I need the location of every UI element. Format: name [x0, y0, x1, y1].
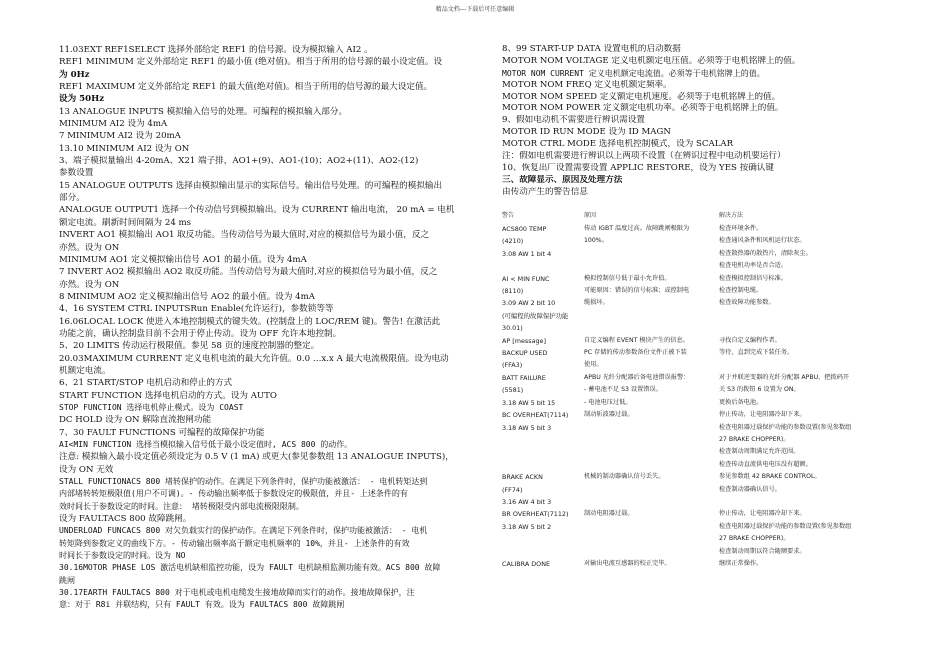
- text-line: STALL FUNCTIONACS 800 堵转保护的动作。在满足下列条件时，保护功能被激活： - 电机转矩达到: [59, 477, 428, 487]
- text-line: ANALOGUE OUTPUT1 选择一个传动信号到模拟输出。设为 CURRENT 输出电流， 20 mA = 电机: [59, 205, 455, 216]
- table-cell: [584, 223, 719, 273]
- text-line: 设为 FAULTACS 800 故障跳闸。: [59, 514, 192, 525]
- table-cell: [584, 335, 719, 347]
- table-row: [502, 558, 917, 570]
- table-cell: [719, 471, 917, 508]
- text-line: 8、99 START-UP DATA 设置电机的启动数据: [502, 44, 681, 54]
- text-line: AI<MIN FUNCTION 选择当模拟输入信号低于最小设定值时, ACS 800 的动作。: [59, 440, 353, 449]
- text-line: MOTOR NOM CURRENT 定义电机额定电流值。必须等于电机铭牌上的值。: [502, 68, 765, 78]
- table-row: [502, 347, 917, 372]
- table-cell: [584, 558, 719, 570]
- table-cell: [719, 223, 917, 273]
- table-cell: [719, 273, 917, 335]
- table-cell: [584, 471, 719, 508]
- cell-line: - 电池电压过低。: [584, 398, 632, 406]
- cell-line: 27 BRAKE CHOPPER)。: [719, 435, 790, 443]
- cell-line: 制动电阻器过载。: [584, 510, 634, 518]
- table-cell: [719, 409, 917, 471]
- table-row: [502, 335, 917, 347]
- cell-line: AP [message]: [502, 336, 546, 345]
- warning-table: [502, 210, 917, 570]
- cell-line: PC 存储的传动参数备份文件正被下装: [584, 349, 687, 357]
- text-line: REF1 MINIMUM 定义外部给定 REF1 的最小值 (绝对值)。相当于所用的信号源的最小设定值。设: [59, 57, 443, 68]
- text-line: 10、恢复出厂设置需要设置 APPLIC RESTORE，设为 YES 按确认键: [502, 162, 774, 173]
- cell-line: BC OVERHEAT(7114): [502, 411, 569, 420]
- cell-line: 检查模拟控制信号标准。: [719, 274, 788, 282]
- table-cell: [502, 273, 584, 335]
- text-line: 亦然。设为 ON: [59, 279, 120, 290]
- text-line: MOTOR NOM SPEED 定义额定电机速度。必须等于电机铭牌上的值。: [502, 91, 781, 102]
- cell-line: 检查控制电缆。: [719, 287, 763, 295]
- text-line: 机额定电流。: [59, 365, 111, 376]
- header-warning: 警告: [502, 212, 515, 219]
- text-line: 13.10 MINIMUM AI2 设为 ON: [59, 143, 190, 154]
- text-line: 7 INVERT AO2 模拟输出 AO2 取反功能。当传动信号为最大值时,对应的模拟信号为最小值，反之: [59, 267, 438, 278]
- cell-line: 更换后备电池。: [719, 398, 763, 406]
- cell-line: BATT FAILURE: [502, 373, 546, 382]
- text-line: 30.17EARTH FAULTACS 800 对于电机或电机电缆发生接地故障而实行的动作。接地故障保护，注: [59, 588, 415, 598]
- cell-line: 对输出电流互感器的校正完毕。: [584, 559, 671, 567]
- cell-line: 3.18 AW 5 bit 15: [502, 398, 556, 407]
- table-cell: [502, 558, 584, 570]
- table-cell: [719, 347, 917, 372]
- table-cell: [719, 372, 917, 409]
- text-line: 内部堵转转矩极限值(用户不可调)。- 传动输出频率低于参数设定的极限值，并且- 上述条件的有: [59, 489, 408, 499]
- cell-line: (5581): [502, 386, 524, 395]
- text-line: STOP FUNCTION 选择电机停止模式。设为 COAST: [59, 402, 244, 412]
- text-line: 7 MINIMUM AI2 设为 20mA: [59, 131, 181, 142]
- cell-line: 使用。: [584, 361, 603, 369]
- table-row: [502, 223, 917, 273]
- table-cell: [502, 347, 584, 372]
- text-line: DC HOLD 设为 ON 解除直流抱闸功能: [59, 415, 212, 426]
- text-line: 13 ANALOGUE INPUTS 模拟输入信号的处理。可编程的模拟输入部分。: [59, 106, 348, 117]
- table-cell: [502, 372, 584, 409]
- header-cause: 原因: [584, 212, 597, 219]
- table-row: [502, 409, 917, 471]
- cell-line: 检查电机功率是否合适。: [719, 262, 788, 270]
- text-line: 注意: 模拟输入最小设定值必须设定为 0.5 V (1 mA) 或更大(参见参数组 13 ANALOGUE INPUTS)，: [59, 452, 454, 463]
- cell-line: BRAKE ACKN: [502, 473, 543, 482]
- cell-line: 3.08 AW 1 bit 4: [502, 249, 552, 258]
- cell-line: 3.16 AW 4 bit 3: [502, 497, 552, 506]
- cell-line: 检查散热器的散热片，清除灰尘。: [719, 249, 812, 257]
- table-cell: [584, 409, 719, 471]
- text-line: 设为 50Hz: [59, 94, 105, 105]
- table-cell: [719, 335, 917, 347]
- text-line: 设为 ON 无效: [59, 464, 114, 475]
- cell-line: 传动 IGBT 温度过高。故障跳闸极限为: [584, 225, 690, 232]
- text-line: 注：假如电机需要进行辨识以上两项不设置（在辨识过程中电动机要运行）: [502, 151, 786, 162]
- table-cell: [502, 508, 584, 558]
- text-line: 16.06LOCAL LOCK 使进入本地控制模式的键失效。(控制盘上的 LOC/REM 键)。警告! 在激活此: [59, 316, 441, 327]
- cell-line: 检查电阻器过载保护功能的参数设置(参见参数组: [719, 423, 852, 431]
- cell-line: 可能原因：错误的信号标准；或控制电: [584, 287, 690, 295]
- table-cell: [584, 372, 719, 409]
- cell-line: 自定义编程 EVENT 模块产生的信息。: [584, 336, 689, 344]
- cell-line: (可编程的故障保护功能: [502, 311, 569, 320]
- text-line: 参数设置: [59, 168, 94, 179]
- table-cell: [584, 347, 719, 372]
- cell-line: 检查环境条件。: [719, 225, 763, 232]
- cell-line: 3.09 AW 2 bit 10: [502, 299, 556, 308]
- cell-line: - 蓄电池不足 S3 设置错误。: [584, 386, 662, 394]
- cell-line: 模拟控制信号低于最小允许值。: [584, 274, 671, 282]
- cell-line: 检查故障功能参数。: [719, 299, 775, 307]
- cell-line: 100%。: [584, 237, 608, 245]
- cell-line: (FFA3): [502, 361, 523, 370]
- cell-line: 机械的制动器确认信号丢失。: [584, 473, 665, 481]
- text-line: 7、30 FAULT FUNCTIONS 可编程的故障保护功能: [59, 427, 265, 438]
- table-row: [502, 273, 917, 335]
- table-cell: [502, 409, 584, 471]
- text-line: 功能之前，确认控制盘目前不会用于停止传动。设为 OFF 允许本地控制。: [59, 328, 342, 339]
- text-line: 部分。: [59, 193, 85, 204]
- cell-line: APBU 光纤分配器后备电池错误报警：: [584, 373, 690, 381]
- table-cell: [719, 508, 917, 558]
- table-row: [502, 508, 917, 558]
- table-row: [502, 372, 917, 409]
- cell-line: 寻找自定义编程作者。: [719, 336, 781, 344]
- cell-line: 停止传动，让电阻器冷却下来。: [719, 510, 806, 518]
- cell-line: 参见参数组 42 BRAKE CONTROL。: [719, 473, 821, 481]
- text-line: MOTOR ID RUN MODE 设为 ID MAGN: [502, 127, 671, 138]
- cell-line: BR OVERHEAT(7112): [502, 510, 569, 519]
- table-cell: [502, 335, 584, 347]
- cell-line: 关 S3 的拨钮 6 设置为 ON。: [719, 386, 800, 394]
- cell-line: CALIBRA DONE: [502, 559, 551, 568]
- left-column: [59, 44, 471, 612]
- cell-line: AI < MIN FUNC: [502, 274, 550, 283]
- cell-line: 30.01): [502, 324, 523, 333]
- text-line: 5、20 LIMITS 传动运行极限值。参见 58 页的速度控制器的整定。: [59, 341, 320, 352]
- text-line: 15 ANALOGUE OUTPUTS 选择由模拟输出显示的实际信号。输出信号处理。的可编程的模拟输出: [59, 180, 443, 191]
- text-line: 三、故障显示、原因及处理方法: [502, 174, 623, 185]
- text-line: 转矩降到参数定义的曲线下方。- 传动输出频率高于额定电机频率的 10%，并且- 上述条件的有效: [59, 538, 410, 548]
- cell-line: BACKUP USED: [502, 349, 548, 358]
- cell-line: 等待，直到完成下装任务。: [719, 349, 794, 357]
- text-line: 6、21 START/STOP 电机启动和停止的方式: [59, 378, 233, 389]
- text-line: 效时间长于参数设定的时间。注意： 堵转极限受内部电流极限限制。: [59, 501, 304, 511]
- cell-line: 缆损坏。: [584, 299, 609, 307]
- cell-line: 对于并联逆变器的光纤分配器 APBU，把拨码开: [719, 373, 850, 381]
- text-line: START FUNCTION 选择电机启动的方式。设为 AUTO: [59, 390, 277, 401]
- text-line: MOTOR NOM POWER 定义额定电机功率。必须等于电机铭牌上的值。: [502, 103, 784, 114]
- text-line: UNDERLOAD FUNCACS 800 对欠负载实行的保护动作。在满足下列条件时，保护功能被激活： - 电机: [59, 526, 428, 536]
- right-column: [502, 44, 912, 199]
- cell-line: 检查制动周期满足允许范围。: [719, 448, 800, 456]
- text-line: 4、16 SYSTEM CTRL INPUTSRun Enable(允许运行)，参数锁等等: [59, 304, 334, 315]
- text-line: MOTOR NOM VOLTAGE 定义电机额定电压值。必须等于电机铭牌上的值。: [502, 55, 801, 66]
- text-line: 11.03EXT REF1SELECT 选择外部给定 REF1 的信号源。设为模拟输入 AI2 。: [59, 45, 373, 55]
- cell-line: 检查通风条件和风机运行状态。: [719, 237, 806, 245]
- cell-line: (FF74): [502, 485, 523, 494]
- cell-line: (4210): [502, 237, 524, 246]
- text-line: 亦然。设为 ON: [59, 242, 120, 253]
- text-line: MINIMUM AI2 设为 4mA: [59, 119, 168, 130]
- text-line: 跳闸: [59, 575, 75, 585]
- table-cell: [584, 508, 719, 558]
- table-cell: [719, 558, 917, 570]
- text-line: 8 MINIMUM AO2 定义模拟输出信号 AO2 的最小值。设为 4mA: [59, 291, 315, 302]
- text-line: 为 0Hz: [59, 69, 90, 80]
- header-solution: 解决方法: [719, 212, 744, 219]
- cell-line: 3.18 AW 5 bit 2: [502, 522, 552, 531]
- text-line: 意：对于 R8i 并联结构，只有 FAULT 有效。设为 FAULTACS 800 故障跳闸: [59, 600, 345, 610]
- cell-line: ACS800 TEMP: [502, 225, 547, 233]
- text-line: MINIMUM AO1 定义模拟输出信号 AO1 的最小值。设为 4mA: [59, 254, 307, 265]
- table-cell: [502, 471, 584, 508]
- cell-line: (8110): [502, 287, 524, 296]
- text-line: 3、端子模拟量输出 4-20mA、X21 端子排，AO1+(9)、AO1-(10)；AO2+(11)、AO2-(12): [59, 156, 419, 167]
- cell-line: 检查制动周期以符合随额要求。: [719, 547, 806, 555]
- table-cell: [502, 223, 584, 273]
- text-line: INVERT AO1 模拟输出 AO1 取反功能。当传动信号为最大值时,对应的模拟信号为最小值，反之: [59, 230, 430, 241]
- text-line: 额定电流。刷新时间间隔为 24 ms: [59, 217, 192, 228]
- text-line: MOTOR CTRL MODE 选择电机控制模式，设为 SCALAR: [502, 139, 734, 150]
- cell-line: 继续正常操作。: [719, 559, 763, 567]
- cell-line: 3.18 AW 5 bit 3: [502, 423, 552, 432]
- text-line: 由传动产生的警告信息: [502, 186, 588, 197]
- table-cell: [584, 273, 719, 335]
- cell-line: 检查制动器确认信号。: [719, 485, 781, 493]
- cell-line: 27 BRAKE CHOPPER)。: [719, 535, 790, 543]
- text-line: 30.16MOTOR PHASE LOS 激活电机缺相监控功能，设为 FAULT 电机缺相监测功能有效。ACS 800 故障: [59, 563, 441, 573]
- cell-line: 制动斩波器过载。: [584, 411, 634, 419]
- cell-line: 检查传动直流供电电压没有超额。: [719, 460, 812, 468]
- text-line: 20.03MAXIMUM CURRENT 定义电机电流的最大允许值。0.0 …x.x A 最大电流极限值。设为电动: [59, 353, 449, 364]
- text-line: 9、假如电动机不需要进行辨识需设置: [502, 115, 645, 126]
- cell-line: 检查电阻器过载保护功能的参数设置(参见参数组: [719, 522, 852, 530]
- cell-line: 停止传动，让电阻器冷却下来。: [719, 411, 806, 419]
- page-header: 精品文档---下载后可任意编辑: [435, 6, 515, 13]
- table-row: [502, 471, 917, 508]
- text-line: 时间长于参数设定的时间。设为 NO: [59, 551, 186, 561]
- text-line: REF1 MAXIMUM 定义外部给定 REF1 的最大值(绝对值)。相当于所用的信号源的最大设定值。: [59, 82, 433, 93]
- text-line: MOTOR NOM FREQ 定义电机额定频率。: [502, 79, 672, 90]
